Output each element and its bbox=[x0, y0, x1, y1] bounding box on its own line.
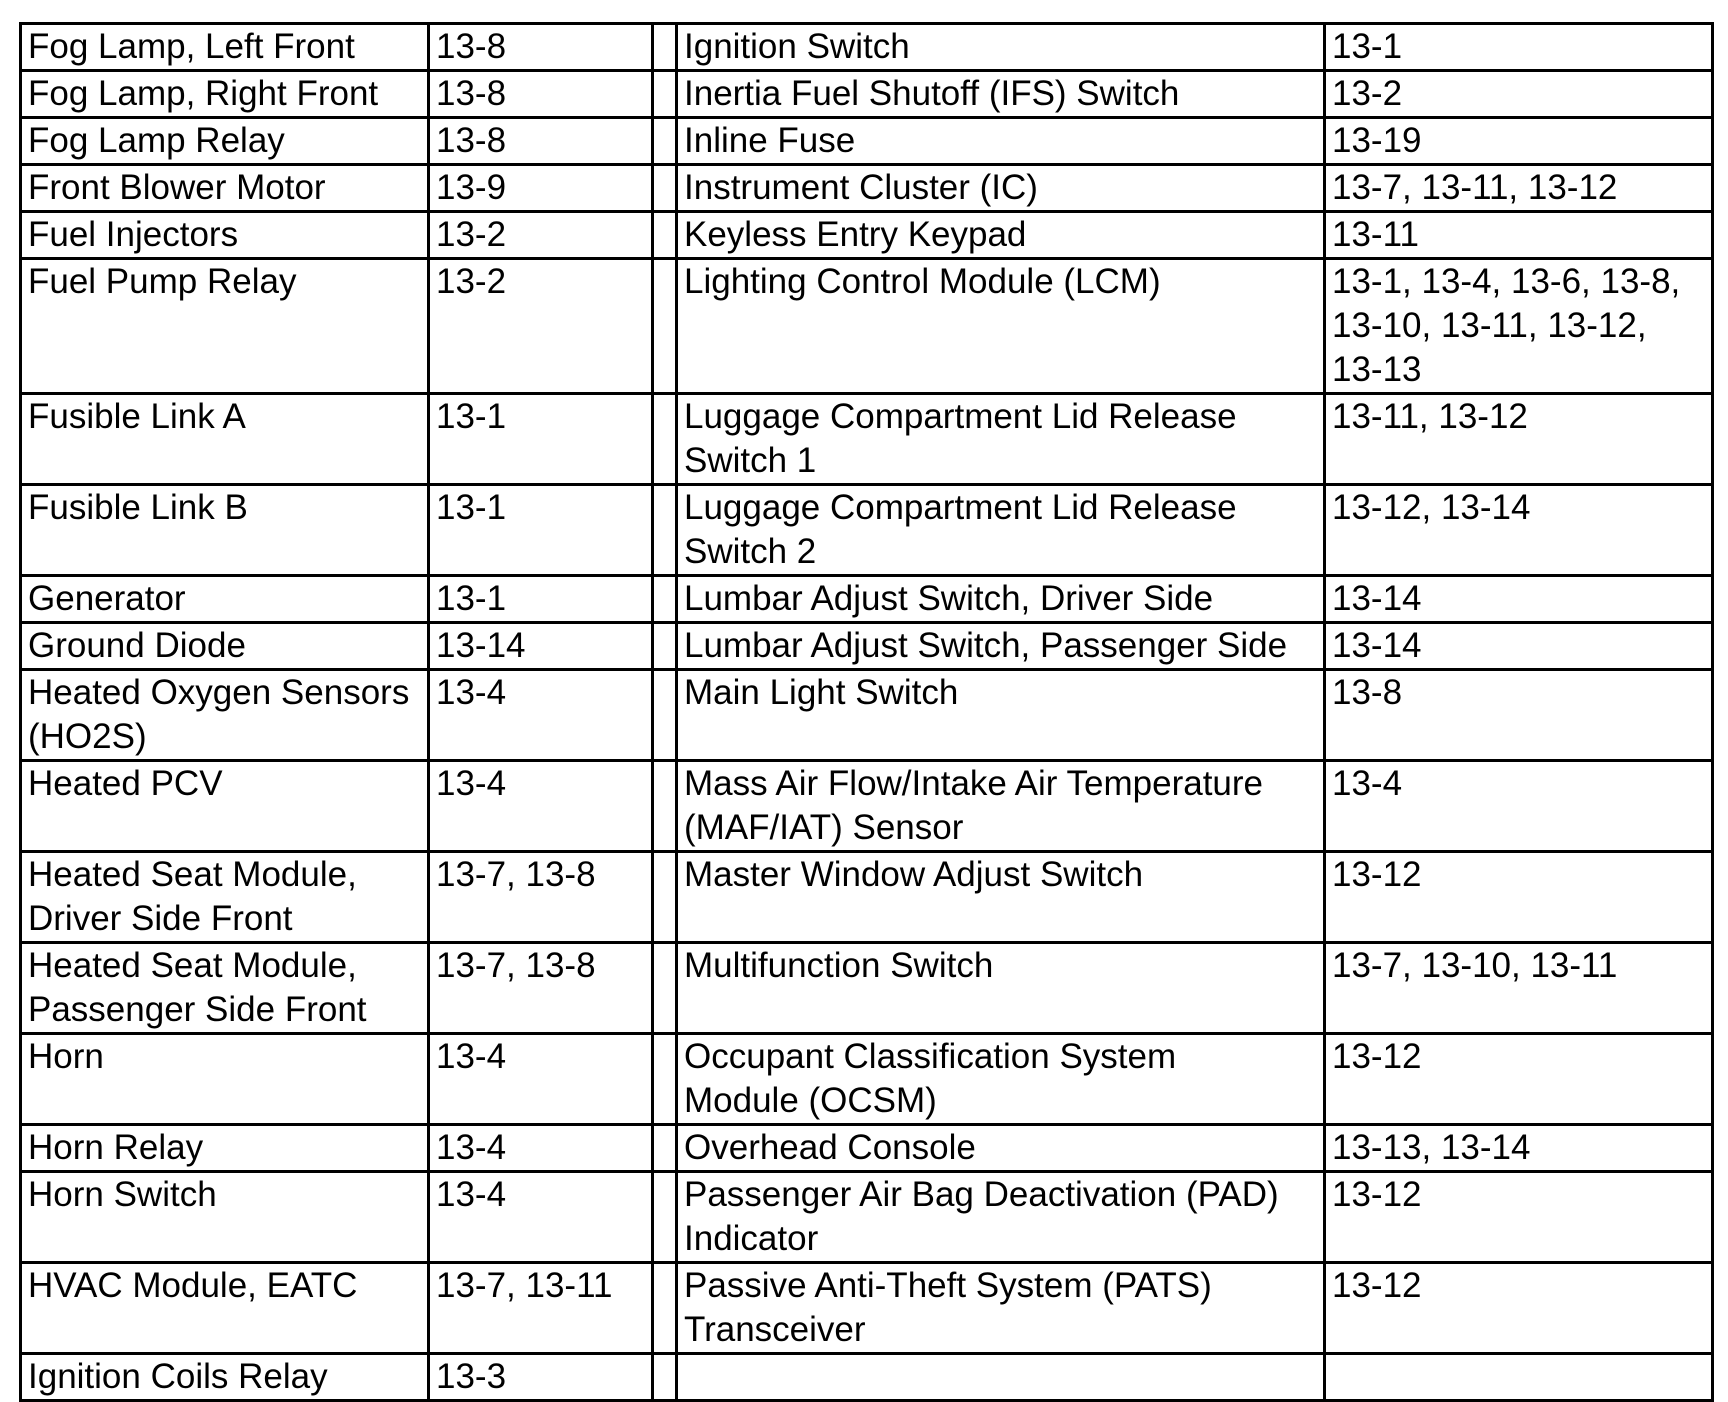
page-reference-right: 13-2 bbox=[1325, 71, 1713, 118]
text-line: Switch 1 bbox=[684, 441, 817, 480]
table-row bbox=[21, 943, 1713, 1034]
text-line: Luggage Compartment Lid Release bbox=[684, 397, 1237, 436]
component-name-left: Ignition Coils Relay bbox=[21, 1354, 429, 1401]
component-name-right bbox=[677, 394, 1325, 485]
table-row bbox=[21, 623, 1713, 670]
page-reference-right: 13-19 bbox=[1325, 118, 1713, 165]
component-name-right bbox=[677, 1263, 1325, 1354]
component-name-right: Inertia Fuel Shutoff (IFS) Switch bbox=[677, 71, 1325, 118]
column-gap bbox=[653, 485, 677, 576]
component-name-left: Generator bbox=[21, 576, 429, 623]
page-reference-left: 13-4 bbox=[429, 670, 653, 761]
table-row bbox=[21, 485, 1713, 576]
text-line: Passive Anti-Theft System (PATS) bbox=[684, 1266, 1212, 1305]
component-name-right: Overhead Console bbox=[677, 1125, 1325, 1172]
table-row bbox=[21, 1354, 1713, 1401]
page-reference-left: 13-8 bbox=[429, 24, 653, 71]
page-reference-right: 13-12 bbox=[1325, 1034, 1713, 1125]
page-reference-right: 13-12 bbox=[1325, 852, 1713, 943]
page-reference-left: 13-4 bbox=[429, 761, 653, 852]
text-line: Mass Air Flow/Intake Air Temperature bbox=[684, 764, 1264, 803]
table-row bbox=[21, 24, 1713, 71]
table-row bbox=[21, 1034, 1713, 1125]
component-name-left: Horn Relay bbox=[21, 1125, 429, 1172]
column-gap bbox=[653, 394, 677, 485]
page-reference-right: 13-14 bbox=[1325, 576, 1713, 623]
component-index-body bbox=[21, 24, 1713, 1401]
component-name-right bbox=[677, 485, 1325, 576]
component-name-right: Main Light Switch bbox=[677, 670, 1325, 761]
text-line: Passenger Air Bag Deactivation (PAD) bbox=[684, 1175, 1279, 1214]
text-line: Switch 2 bbox=[684, 532, 817, 571]
page-reference-left: 13-3 bbox=[429, 1354, 653, 1401]
page-reference-left: 13-4 bbox=[429, 1034, 653, 1125]
component-index-table bbox=[19, 22, 1714, 1402]
column-gap bbox=[653, 1034, 677, 1125]
table-row bbox=[21, 394, 1713, 485]
component-name-left: Fusible Link B bbox=[21, 485, 429, 576]
component-name-left: Front Blower Motor bbox=[21, 165, 429, 212]
component-name-left: Fog Lamp Relay bbox=[21, 118, 429, 165]
column-gap bbox=[653, 165, 677, 212]
page-reference-right: 13-12 bbox=[1325, 1172, 1713, 1263]
component-name-left: Fusible Link A bbox=[21, 394, 429, 485]
component-name-right bbox=[677, 1172, 1325, 1263]
component-name-right: Instrument Cluster (IC) bbox=[677, 165, 1325, 212]
text-line: 13-1, 13-4, 13-6, 13-8, bbox=[1332, 262, 1681, 301]
page-reference-right: 13-14 bbox=[1325, 623, 1713, 670]
text-line: 13-10, 13-11, 13-12, bbox=[1332, 306, 1647, 345]
table-row bbox=[21, 576, 1713, 623]
table-row bbox=[21, 259, 1713, 394]
component-name-right: Multifunction Switch bbox=[677, 943, 1325, 1034]
table-row bbox=[21, 852, 1713, 943]
page-reference-right: 13-12, 13-14 bbox=[1325, 485, 1713, 576]
page-reference-right bbox=[1325, 259, 1713, 394]
table-row bbox=[21, 761, 1713, 852]
table-row bbox=[21, 118, 1713, 165]
page-reference-left: 13-7, 13-8 bbox=[429, 852, 653, 943]
column-gap bbox=[653, 1354, 677, 1401]
text-line: Passenger Side Front bbox=[28, 990, 367, 1029]
page-reference-left: 13-8 bbox=[429, 71, 653, 118]
page-reference-right: 13-12 bbox=[1325, 1263, 1713, 1354]
component-name-left: Heated PCV bbox=[21, 761, 429, 852]
component-name-left: Fog Lamp, Left Front bbox=[21, 24, 429, 71]
component-name-right: Inline Fuse bbox=[677, 118, 1325, 165]
page-reference-left: 13-2 bbox=[429, 259, 653, 394]
component-name-left bbox=[21, 670, 429, 761]
page-reference-right: 13-7, 13-10, 13-11 bbox=[1325, 943, 1713, 1034]
component-name-right: Ignition Switch bbox=[677, 24, 1325, 71]
text-line: Driver Side Front bbox=[28, 899, 293, 938]
component-name-right: Lumbar Adjust Switch, Passenger Side bbox=[677, 623, 1325, 670]
component-name-right: Master Window Adjust Switch bbox=[677, 852, 1325, 943]
page-reference-right: 13-4 bbox=[1325, 761, 1713, 852]
page-reference-right: 13-1 bbox=[1325, 24, 1713, 71]
column-gap bbox=[653, 943, 677, 1034]
component-name-left: Horn bbox=[21, 1034, 429, 1125]
component-name-left: Fog Lamp, Right Front bbox=[21, 71, 429, 118]
component-name-left bbox=[21, 852, 429, 943]
page-reference-left: 13-1 bbox=[429, 576, 653, 623]
component-name-right bbox=[677, 761, 1325, 852]
text-line: Transceiver bbox=[684, 1310, 866, 1349]
page-reference-left: 13-4 bbox=[429, 1125, 653, 1172]
component-name-left: Fuel Injectors bbox=[21, 212, 429, 259]
component-name-right: Keyless Entry Keypad bbox=[677, 212, 1325, 259]
text-line: Heated Seat Module, bbox=[28, 855, 357, 894]
component-name-right bbox=[677, 1034, 1325, 1125]
component-name-left: Fuel Pump Relay bbox=[21, 259, 429, 394]
column-gap bbox=[653, 623, 677, 670]
column-gap bbox=[653, 761, 677, 852]
column-gap bbox=[653, 24, 677, 71]
column-gap bbox=[653, 1125, 677, 1172]
column-gap bbox=[653, 259, 677, 394]
table-row bbox=[21, 1172, 1713, 1263]
page-reference-right bbox=[1325, 1354, 1713, 1401]
column-gap bbox=[653, 852, 677, 943]
text-line: Occupant Classification System bbox=[684, 1037, 1177, 1076]
text-line: (HO2S) bbox=[28, 717, 147, 756]
page-reference-right: 13-11, 13-12 bbox=[1325, 394, 1713, 485]
page-reference-right: 13-13, 13-14 bbox=[1325, 1125, 1713, 1172]
column-gap bbox=[653, 1172, 677, 1263]
page-reference-left: 13-1 bbox=[429, 394, 653, 485]
text-line: (MAF/IAT) Sensor bbox=[684, 808, 964, 847]
component-name-left: Ground Diode bbox=[21, 623, 429, 670]
text-line: Module (OCSM) bbox=[684, 1081, 937, 1120]
page-reference-left: 13-1 bbox=[429, 485, 653, 576]
column-gap bbox=[653, 670, 677, 761]
page-reference-left: 13-7, 13-11 bbox=[429, 1263, 653, 1354]
page-reference-left: 13-8 bbox=[429, 118, 653, 165]
text-line: 13-13 bbox=[1332, 350, 1422, 389]
component-name-right: Lighting Control Module (LCM) bbox=[677, 259, 1325, 394]
column-gap bbox=[653, 212, 677, 259]
page-reference-left: 13-7, 13-8 bbox=[429, 943, 653, 1034]
table-row bbox=[21, 71, 1713, 118]
component-name-left: HVAC Module, EATC bbox=[21, 1263, 429, 1354]
page-reference-right: 13-8 bbox=[1325, 670, 1713, 761]
page-reference-left: 13-4 bbox=[429, 1172, 653, 1263]
text-line: Heated Seat Module, bbox=[28, 946, 357, 985]
component-name-left: Horn Switch bbox=[21, 1172, 429, 1263]
table-row bbox=[21, 670, 1713, 761]
page-reference-left: 13-9 bbox=[429, 165, 653, 212]
page-reference-left: 13-14 bbox=[429, 623, 653, 670]
page-reference-right: 13-7, 13-11, 13-12 bbox=[1325, 165, 1713, 212]
table-row bbox=[21, 212, 1713, 259]
page-reference-left: 13-2 bbox=[429, 212, 653, 259]
component-name-left bbox=[21, 943, 429, 1034]
component-name-right bbox=[677, 1354, 1325, 1401]
component-name-right: Lumbar Adjust Switch, Driver Side bbox=[677, 576, 1325, 623]
text-line: Luggage Compartment Lid Release bbox=[684, 488, 1237, 527]
column-gap bbox=[653, 1263, 677, 1354]
column-gap bbox=[653, 71, 677, 118]
column-gap bbox=[653, 576, 677, 623]
text-line: Indicator bbox=[684, 1219, 819, 1258]
table-row bbox=[21, 1263, 1713, 1354]
table-row bbox=[21, 1125, 1713, 1172]
text-line: Heated Oxygen Sensors bbox=[28, 673, 410, 712]
page-reference-right: 13-11 bbox=[1325, 212, 1713, 259]
table-row bbox=[21, 165, 1713, 212]
column-gap bbox=[653, 118, 677, 165]
